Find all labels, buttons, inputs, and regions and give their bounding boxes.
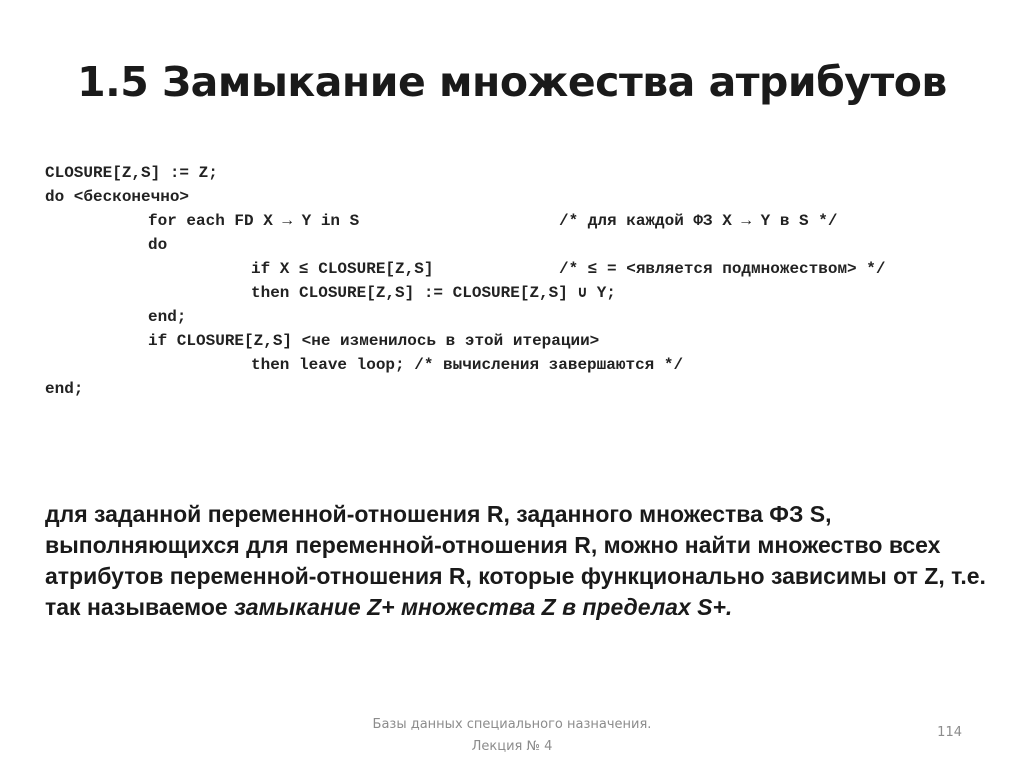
code-text: if CLOSURE[Z,S] <не изменилось в этой итерации> — [148, 332, 600, 350]
code-line — [45, 281, 616, 305]
code-text: end; — [148, 308, 187, 326]
code-text: for each FD X → Y in S — [148, 212, 360, 230]
code-text: CLOSURE[Z,S] := Z; — [45, 164, 218, 182]
slide-title: 1.5 Замыкание множества атрибутов — [77, 58, 947, 106]
code-block — [45, 161, 886, 401]
code-text: if X ≤ CLOSURE[Z,S] — [251, 260, 434, 278]
code-line — [45, 329, 600, 353]
description-paragraph — [45, 499, 995, 623]
code-comment: /* ≤ = <является подмножеством> */ — [559, 260, 886, 278]
description-emphasis: замыкание Z+ множества Z в пределах S+. — [234, 594, 733, 620]
code-comment: /* для каждой ФЗ X → Y в S */ — [559, 212, 838, 230]
code-line — [45, 233, 168, 257]
footer-lecture-number: Лекция № 4 — [471, 739, 553, 754]
code-text: then leave loop; /* вычисления завершаются */ — [251, 356, 684, 374]
code-line — [45, 185, 190, 209]
footer-caption — [312, 714, 712, 758]
code-text: do — [148, 236, 168, 254]
code-line — [45, 161, 218, 185]
code-line — [45, 353, 684, 377]
code-line — [45, 377, 103, 401]
code-line — [45, 305, 187, 329]
code-text: then CLOSURE[Z,S] := CLOSURE[Z,S] ∪ Y; — [251, 284, 616, 302]
code-text: do <бесконечно> — [45, 188, 190, 206]
footer-course-title: Базы данных специального назначения. — [372, 717, 652, 732]
description-text: для заданной переменной-отношения R, заданного множества ФЗ S, выполняющихся для переменной-отношения R, можно найти множество всех атрибутов переменной-отношения R, которые функционально зависимы от Z, т.е. так называемое — [45, 501, 986, 620]
page-number: 114 — [937, 725, 962, 740]
code-text: end; — [45, 380, 84, 398]
code-line — [45, 257, 886, 281]
code-line — [45, 209, 838, 233]
